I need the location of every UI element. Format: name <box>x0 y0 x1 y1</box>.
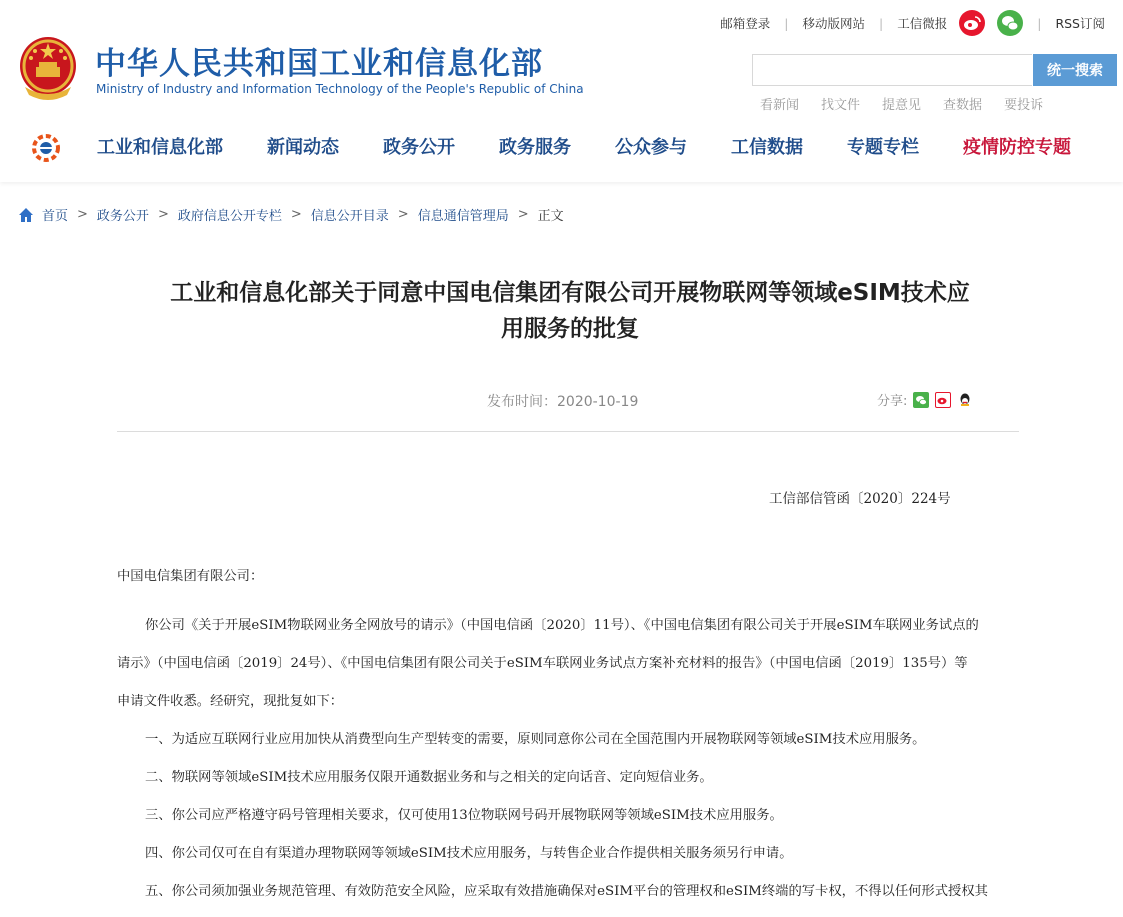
rss-link[interactable]: RSS订阅 <box>1055 16 1105 31</box>
share-qq-icon[interactable] <box>957 392 973 408</box>
share-wechat-icon[interactable] <box>913 392 929 408</box>
top-links-bar <box>720 8 1105 38</box>
article-title <box>140 275 1000 347</box>
quick-link-feedback[interactable]: 提意见 <box>882 98 922 113</box>
document-number: 工信部信管函〔2020〕224号 <box>769 491 951 507</box>
publish-date: 发布时间：2020-10-19 <box>487 394 639 410</box>
micro-report-link[interactable]: 工信微报 <box>897 16 948 31</box>
nav-item-data[interactable]: 工信数据 <box>731 137 803 158</box>
nav-item-news[interactable]: 新闻动态 <box>267 137 339 158</box>
body-paragraph-line: 请示》（中国电信函〔2019〕24号）、《中国电信集团有限公司关于eSIM车联网业务试点方案补充材料的报告》（中国电信函〔2019〕135号）等 <box>117 656 968 671</box>
breadcrumb-separator: > <box>397 207 409 222</box>
article-title-line: 用服务的批复 <box>501 316 639 342</box>
body-paragraph-line: 申请文件收悉。经研究，现批复如下： <box>117 694 344 709</box>
quick-link-data[interactable]: 查数据 <box>943 98 983 113</box>
separator: | <box>784 15 789 31</box>
share-bar <box>877 390 973 409</box>
article-divider <box>117 431 1019 432</box>
search-button[interactable]: 统一搜索 <box>1033 54 1117 86</box>
nav-item-public-participation[interactable]: 公众参与 <box>615 137 687 158</box>
site-header <box>0 0 1123 182</box>
share-weibo-icon[interactable] <box>935 392 951 408</box>
mobile-site-link[interactable]: 移动版网站 <box>802 16 865 31</box>
breadcrumb <box>18 205 564 224</box>
wechat-icon[interactable] <box>997 10 1023 36</box>
breadcrumb-bureau[interactable]: 信息通信管理局 <box>417 209 509 224</box>
separator: | <box>878 15 884 31</box>
breadcrumb-separator: > <box>77 207 88 222</box>
article-body <box>117 567 1019 911</box>
breadcrumb-gov-affairs[interactable]: 政务公开 <box>96 209 149 224</box>
share-label: 分享: <box>877 394 908 409</box>
article-title-line: 工业和信息化部关于同意中国电信集团有限公司开展物联网等领域eSIM技术应 <box>170 280 970 306</box>
home-icon[interactable] <box>18 207 34 223</box>
breadcrumb-separator: > <box>157 207 169 222</box>
national-emblem-icon[interactable] <box>17 35 79 101</box>
weibo-icon[interactable] <box>959 10 985 36</box>
breadcrumb-info-column[interactable]: 政府信息公开专栏 <box>177 209 282 224</box>
body-point: 二、物联网等领域eSIM技术应用服务仅限开通数据业务和与之相关的定向话音、定向短信业务。 <box>145 770 713 785</box>
quick-links <box>760 94 1065 113</box>
breadcrumb-current: 正文 <box>537 209 564 224</box>
mailbox-login-link[interactable]: 邮箱登录 <box>720 16 771 31</box>
ministry-logo-icon[interactable] <box>31 133 61 163</box>
breadcrumb-info-catalog[interactable]: 信息公开目录 <box>310 209 389 224</box>
nav-item-ministry[interactable]: 工业和信息化部 <box>97 137 223 158</box>
quick-link-complaint[interactable]: 要投诉 <box>1004 98 1044 113</box>
body-point: 五、你公司须加强业务规范管理、有效防范安全风险，应采取有效措施确保对eSIM平台的管理权和eSIM终端的写卡权，不得以任何形式授权其 <box>145 884 988 899</box>
search-input[interactable] <box>752 54 1032 86</box>
site-subtitle-english: Ministry of Industry and Information Technology of the People's Republic of China <box>96 82 584 96</box>
addressee: 中国电信集团有限公司： <box>117 569 264 584</box>
breadcrumb-separator: > <box>517 207 529 222</box>
main-nav <box>97 133 1071 163</box>
nav-item-special-topics[interactable]: 专题专栏 <box>847 137 919 158</box>
body-paragraph-line: 你公司《关于开展eSIM物联网业务全网放号的请示》（中国电信函〔2020〕11号）、《中国电信集团有限公司关于开展eSIM车联网业务试点的 <box>145 618 979 633</box>
breadcrumb-home[interactable]: 首页 <box>42 209 69 224</box>
quick-link-files[interactable]: 找文件 <box>821 98 861 113</box>
separator: | <box>1037 15 1042 31</box>
site-title[interactable]: 中华人民共和国工业和信息化部 <box>95 46 543 82</box>
nav-item-gov-services[interactable]: 政务服务 <box>499 137 571 158</box>
nav-item-gov-affairs[interactable]: 政务公开 <box>383 137 455 158</box>
body-point: 一、为适应互联网行业应用加快从消费型向生产型转变的需要，原则同意你公司在全国范围内开展物联网等领域eSIM技术应用服务。 <box>145 732 926 747</box>
quick-link-news[interactable]: 看新闻 <box>760 98 800 113</box>
breadcrumb-separator: > <box>290 207 302 222</box>
nav-item-epidemic-topic[interactable]: 疫情防控专题 <box>963 137 1071 158</box>
body-point: 三、你公司应严格遵守码号管理相关要求，仅可使用13位物联网号码开展物联网等领域eSIM技术应用服务。 <box>145 808 783 823</box>
body-point: 四、你公司仅可在自有渠道办理物联网等领域eSIM技术应用服务，与转售企业合作提供相关服务须另行申请。 <box>145 846 793 861</box>
